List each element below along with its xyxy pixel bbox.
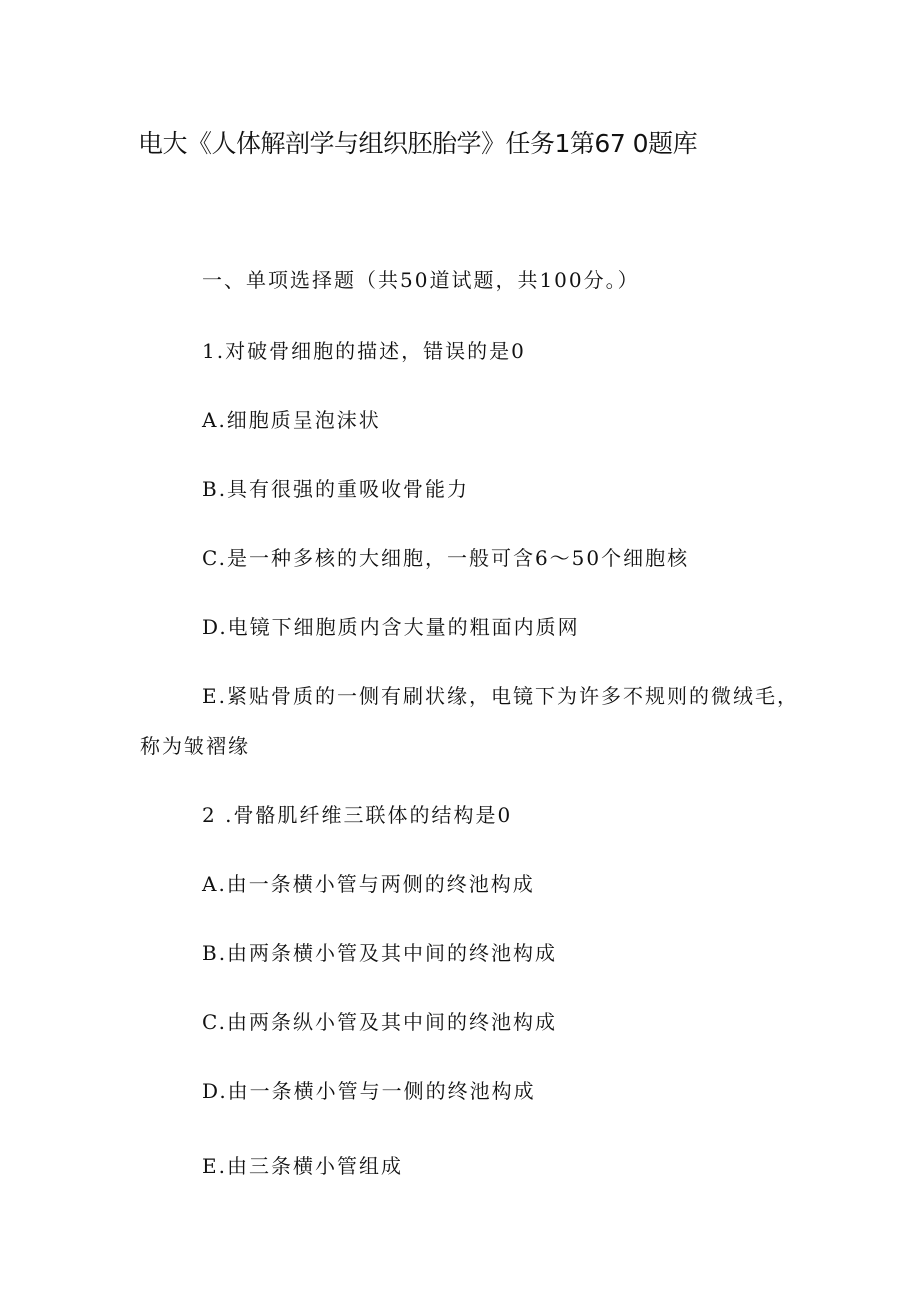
question-1-option-b: B.具有很强的重吸收骨能力 <box>202 477 470 501</box>
question-1-option-c: C.是一种多核的大细胞，一般可含6～50个细胞核 <box>202 546 690 570</box>
question-1-option-a: A.细胞质呈泡沫状 <box>202 408 381 432</box>
question-1-option-e: E.紧贴骨质的一侧有刷状缘，电镜下为许多不规则的微绒毛， <box>202 684 799 708</box>
document-title: 电大《人体解剖学与组织胚胎学》任务1第67 0题库 <box>138 129 698 158</box>
question-2-option-d: D.由一条横小管与一侧的终池构成 <box>202 1079 536 1103</box>
question-2-option-b: B.由两条横小管及其中间的终池构成 <box>202 941 558 965</box>
section-heading: 一、单项选择题（共50道试题，共100分。） <box>202 268 640 292</box>
question-2-option-e: E.由三条横小管组成 <box>202 1154 403 1178</box>
question-2-stem: 2 .骨骼肌纤维三联体的结构是0 <box>202 803 513 827</box>
question-1-stem: 1.对破骨细胞的描述，错误的是0 <box>202 339 526 363</box>
question-2-option-c: C.由两条纵小管及其中间的终池构成 <box>202 1010 557 1034</box>
question-2-option-a: A.由一条横小管与两侧的终池构成 <box>202 872 535 896</box>
question-1-option-d: D.电镜下细胞质内含大量的粗面内质网 <box>202 615 580 639</box>
question-1-option-e-continuation: 称为皱褶缘 <box>140 734 250 758</box>
